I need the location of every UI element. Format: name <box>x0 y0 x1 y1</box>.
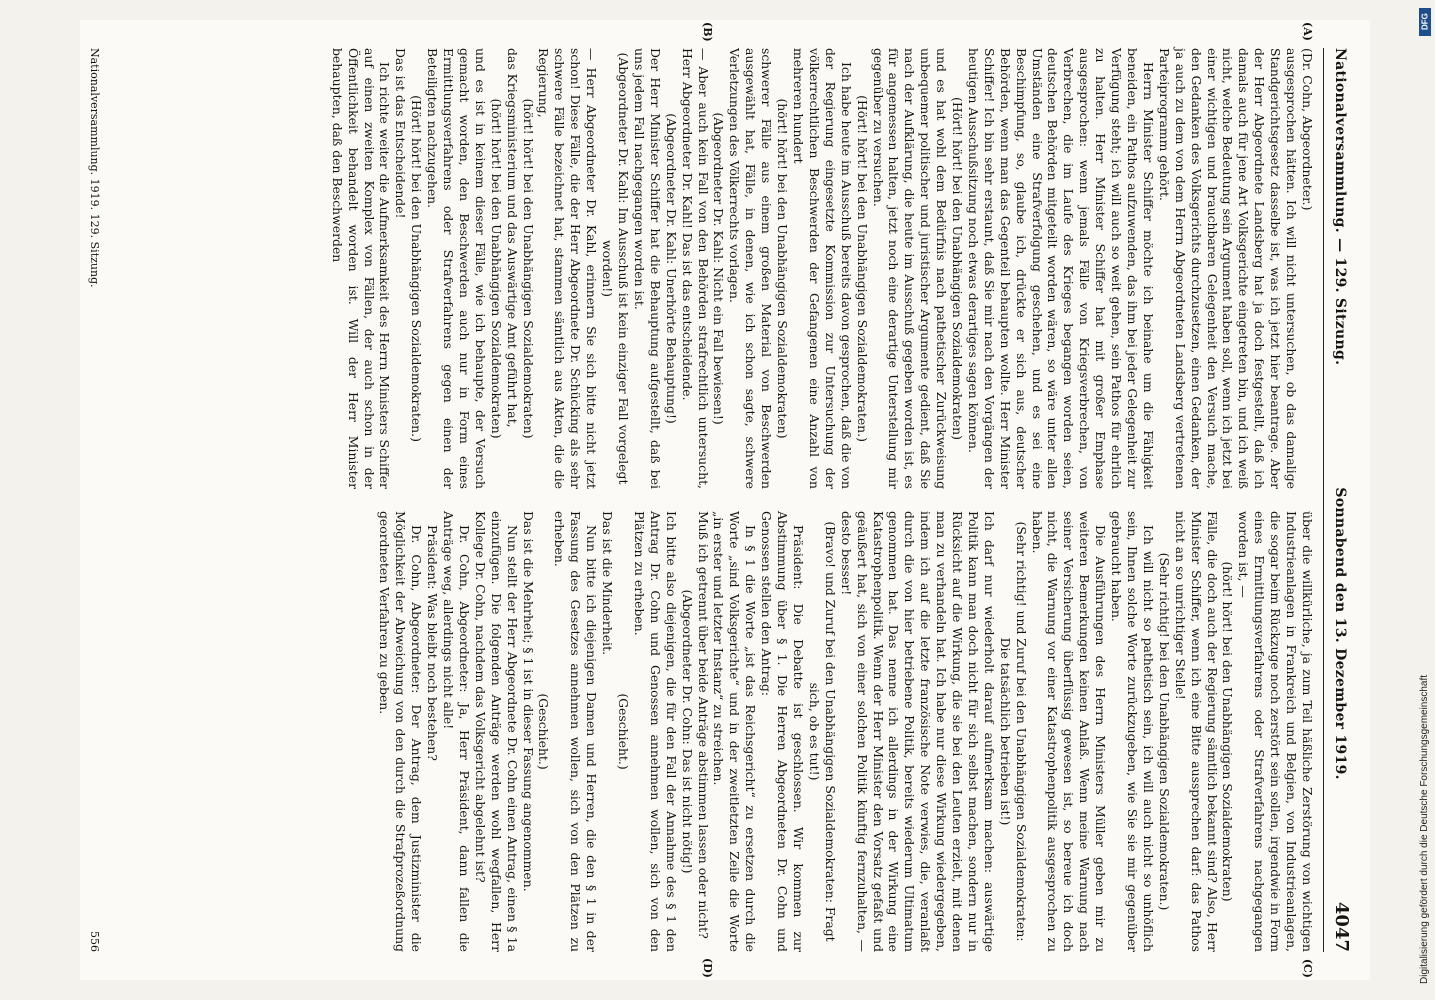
paragraph: Dr. Cohn, Abgeordneter: Der Antrag, dem Justizminister die Möglichkeit der Abweichung von den durch die Strafprozeßordnung geordneten Verfahren zu geben. <box>377 511 425 952</box>
margin-mark-d: (D) <box>701 958 714 978</box>
margin-mark-c: (C) <box>1301 958 1314 978</box>
interjection: (Geschieht.) <box>616 693 632 770</box>
page-footer <box>88 48 101 952</box>
interjection: (Geschieht.) <box>536 693 552 770</box>
paragraph: Ich bitte also diejenigen, die für den Fall der Annahme des § 1 den Antrag Dr. Cohn und Genossen annehmen wollen, sich von den Plätzen zu erheben. <box>631 511 679 952</box>
paragraph: und es ist in keinem dieser Fälle, wie ich behaupte, der Versuch gemacht worden, den Beschwerden auch nur in Form eines Ermittlungsverfahrens oder Strafverfahrens gegen einen der Beteiligten nachzugehen. <box>425 48 488 489</box>
paragraph: Das ist die Mehrheit; § 1 ist in dieser Fassung angenommen. <box>520 511 536 892</box>
left-column <box>125 22 1315 489</box>
footer-signature: 556 <box>88 931 101 952</box>
interjection: (Hört! hört! bei den Unabhängigen Sozialdemokraten) <box>950 97 966 440</box>
paragraph: — Herr Abgeordneter Dr. Kahl, erinnern Sie sich bitte nicht jetzt schon! Diese Fälle, die der Herr Abgeordnete Dr. Schücking als sehr schwere Fälle bezeichnet hat, stammen sämtlich aus Akten, die die Regierung, <box>536 48 600 489</box>
paragraph: ausgesprochen hätten. Ich will nicht untersuchen, ob das damalige Standgerichtsgesetz dasselbe ist, was ich jetzt hier beantrage. Aber der Herr Abgeordnete Landsberg hat ja doch festgestellt, daß ich damals auch für jene Art Volksgerichte eingetreten bin, und ich weiß nicht, welche Bedeutung sein Argument haben soll, wenn ich jetzt bei einer wichtigen und brauchbaren Gelegenheit den Versuch mache, den Gedanken des Volksgerichts durchzusetzen, einen Gedanken, der ja auch zu dem von dem Herrn Abgeordneten Landsberg vertretenen Parteiprogramm gehört. <box>1156 48 1300 489</box>
footer-left: Nationalversammlung. 1919. 129. Sitzung. <box>88 48 101 288</box>
paragraph: Die Ausführungen des Herrn Ministers Müller geben mir zu weiteren Bemerkungen keinen Anlaß. Wenn meine Warnung nach seiner Versicherung überflüssig gewesen ist, so bereue ich doch nicht, die Warnung vor einer Katastrophenpolitik ausgesprochen zu haben. <box>1029 511 1109 952</box>
interjection: (Bravo! und Zuruf bei den Unabhängigen Sozialdemokraten: Fragt sich, ob es tut!) <box>806 521 838 942</box>
interjection: (Abgeordneter Dr. Cohn: Das ist nicht nötig!) <box>679 589 695 874</box>
digitization-note: Digitalisierung gefördert durch die Deutsche Forschungsgemeinschaft <box>1419 674 1430 984</box>
paragraph: Ich richte weiter die Aufmerksamkeit des Herrn Ministers Schiffer auf einen zweiten Komplex von Fällen, der auch schon in der Öffentlichkeit behandelt worden ist. Will der Herr Minister behaupten, daß den Beschwerden <box>329 48 393 489</box>
paragraph: (Dr. Cohn, Abgeordneter.) <box>1300 48 1315 211</box>
paragraph: Ich will nicht so pathetisch sein, ich will auch nicht so unhöflich sein, Ihnen solche Worte zurückzugeben, wie Sie sie mir gegenüber gebraucht haben. <box>1109 511 1156 952</box>
page-header <box>1323 48 1352 952</box>
interjection: (hört! hört! bei den Unabhängigen Sozialdemokraten) <box>775 98 791 439</box>
interjection: (Hört! hört! bei den Unabhängigen Sozialdemokraten.) <box>854 95 870 442</box>
paragraph: und es hat wohl dem Bedürfnis nach pathetischer Zurückweisung unbequemer politischer und juristischer Argumente gedient, daß Sie nach der Aufklärung, die heute im Ausschuß gegeben worden ist, es für angemessen halten, jetzt noch eine derartige Unterstellung mir gegenüber zu versuchen. <box>870 48 950 489</box>
paragraph: Ich darf nur wiederholt darauf aufmerksam machen: auswärtige Politik kann man doch nicht für sich selbst machen, sondern nur in Rücksicht auf die Wirkung, die sie bei den Leuten erzielt, mit denen man zu verhandeln hat. Ich habe nur diese Wirkung wiedergegeben, indem ich auf die letzte französische Note verwies, die, veranlaßt durch die von hier betriebene Politik, bereits wiederum Ultimatum genommen hat. Das nenne ich allerdings in der Wirkung eine Katastrophenpolitik. Wenn der Herr Minister den Vorsatz gefaßt und geäußert hat, sich von einer solchen Politik künftig fernzuhalten, — desto besser! <box>838 511 997 952</box>
paragraph: Präsident: Die Debatte ist geschlossen. Wir kommen zur Abstimmung über § 1. Die Herren Abgeordneten Dr. Cohn und Genossen stellen den Antrag: <box>759 511 806 952</box>
interjection: (Sehr richtig! bei den Unabhängigen Sozialdemokraten.) <box>1156 552 1172 911</box>
interjection: (Abgeordneter Dr. Kahl: Im Ausschuß ist kein einziger Fall vorgelegt worden!) <box>600 52 632 485</box>
paragraph: — Aber auch kein Fall von den Behörden strafrechtlich untersucht, Herr Abgeordneter Dr. Kahl! Das ist das entscheidende. <box>679 48 711 489</box>
paragraph: Das ist das Entscheidende! <box>393 48 409 219</box>
paragraph: Das ist die Minderheit. <box>600 511 616 656</box>
paragraph: schwerer Fälle aus einem großen Material von Beschwerden ausgewählt hat, Fälle, in denen, wie ich schon sagte, schwere Verletzungen des Völkerrechts vorlagen. <box>727 48 775 489</box>
margin-mark-b: (B) <box>701 22 714 42</box>
interjection: (hört! hört! bei den Unabhängigen Sozialdemokraten) <box>520 98 536 439</box>
paragraph: Der Herr Minister Schiffer hat die Behauptung aufgestellt, daß bei uns jedem Fall nachgegangen worden ist. <box>631 48 663 489</box>
interjection: (Sehr richtig! und Zuruf bei den Unabhängigen Sozialdemokraten: Die tatsächlich betrieben ist!) <box>997 521 1029 942</box>
dfg-logo-badge: DFG <box>1419 8 1431 36</box>
paragraph: über die willkürliche, ja zum Teil häßliche Zerstörung von wichtigen Industrieanlagen in Frankreich und Belgien, von Industrieanlagen, die sogar beim Rückzuge noch zerstört sein sollen, irgendwie in Form eines Ermittlungsverfahrens oder Strafverfahrens nachgegangen worden ist, — <box>1236 511 1315 952</box>
paragraph: Nun bitte ich diejenigen Damen und Herren, die den § 1 in der Fassung des Gesetzes annehmen wollen, sich von den Plätzen zu erheben. <box>552 511 600 952</box>
paragraph: Präsident: Was bleibt noch bestehen? <box>425 525 441 761</box>
interjection: (Hört! hört! bei den Unabhängigen Sozialdemokraten.) <box>409 95 425 442</box>
header-left: Nationalversammlung. — 129. Sitzung. <box>1332 48 1348 366</box>
margin-mark-a: (A) <box>1301 22 1314 41</box>
header-date: Sonnabend den 13. Dezember 1919. <box>1332 487 1348 780</box>
page-number: 4047 <box>1331 901 1352 952</box>
interjection: (Abgeordneter Dr. Kahl: Nicht ein Fall bewiesen!) <box>711 112 727 425</box>
newspaper-page <box>80 20 1370 980</box>
paragraph: Ich habe heute im Ausschuß bereits davon gesprochen, daß die von der Regierung eingesetzte Kommission zur Untersuchung der völkerrechtlichen Beschwerden der Gefangenen eine Anzahl von mehreren hundert <box>791 48 854 489</box>
interjection: (Abgeordneter Dr. Kahl: Unerhörte Behauptung!) <box>663 113 679 424</box>
interjection: (hört! hört! bei den Unabhängigen Sozialdemokraten) <box>1220 561 1236 902</box>
paragraph: Herrn Minister Schiffer möchte ich beinahe um die Fähigkeit beneiden, ein Pathos aufzuwenden, das ihm bei jeder Gelegenheit zur Verfügung steht; ich will auch so weit gehen, sein Pathos für ehrlich zu halten. Herr Minister Schiffer hat mit großer Emphase ausgesprochen: wenn jemals Fälle von Kriegsverbrechen, von Verbrechen, die im Laufe des Krieges begangen worden seien, deutschen Behörden mitgeteilt worden wären, so wäre unter allen Umständen eine Strafverfolgung geschehen, und es sei eine Beschimpfung, so, glaube ich, drückte er sich aus, deutscher Behörden, wenn man das Gegenteil behaupten wollte. Herr Minister Schiffer! Ich bin sehr erstaunt, daß Sie mir nach den Vorgängen der heutigen Ausschußsitzung noch etwas derartiges sagen können. <box>965 48 1156 489</box>
right-column <box>125 511 1315 978</box>
text-columns <box>125 22 1315 978</box>
paragraph: Nun stellt der Herr Abgeordnete Dr. Cohn einen Antrag, einen § 1a einzufügen. Die folgenden Anträge werden wohl wegfallen, Herr Kollege Dr. Cohn, nachdem das Volksgericht abgelehnt ist? <box>472 511 520 952</box>
paragraph: das Kriegsministerium und das Auswärtige Amt geführt hat, <box>504 48 520 428</box>
interjection: (hört! hört! bei den Unabhängigen Sozialdemokraten) <box>488 98 504 439</box>
paragraph: Muß ich getrennt über beide Anträge abstimmen lassen oder nicht? <box>695 511 711 939</box>
paragraph: Fälle, die doch auch der Regierung sämtlich bekannt sind? Also, Herr Minister Schiffer, wenn ich eine Bitte aussprechen darf: das Pathos nicht an so unrichtiger Stelle! <box>1172 511 1220 952</box>
paragraph: Dr. Cohn, Abgeordneter: Ja, Herr Präsident, dann fallen die Anträge weg, allerdings nicht alle! <box>441 511 472 952</box>
paragraph: In § 1 die Worte „ist das Reichsgericht“ zu ersetzen durch die Worte „sind Volksgerichte“ und in der zweitletzten Zeile die Worte „in erster und letzter Instanz“ zu streichen. <box>711 511 759 952</box>
